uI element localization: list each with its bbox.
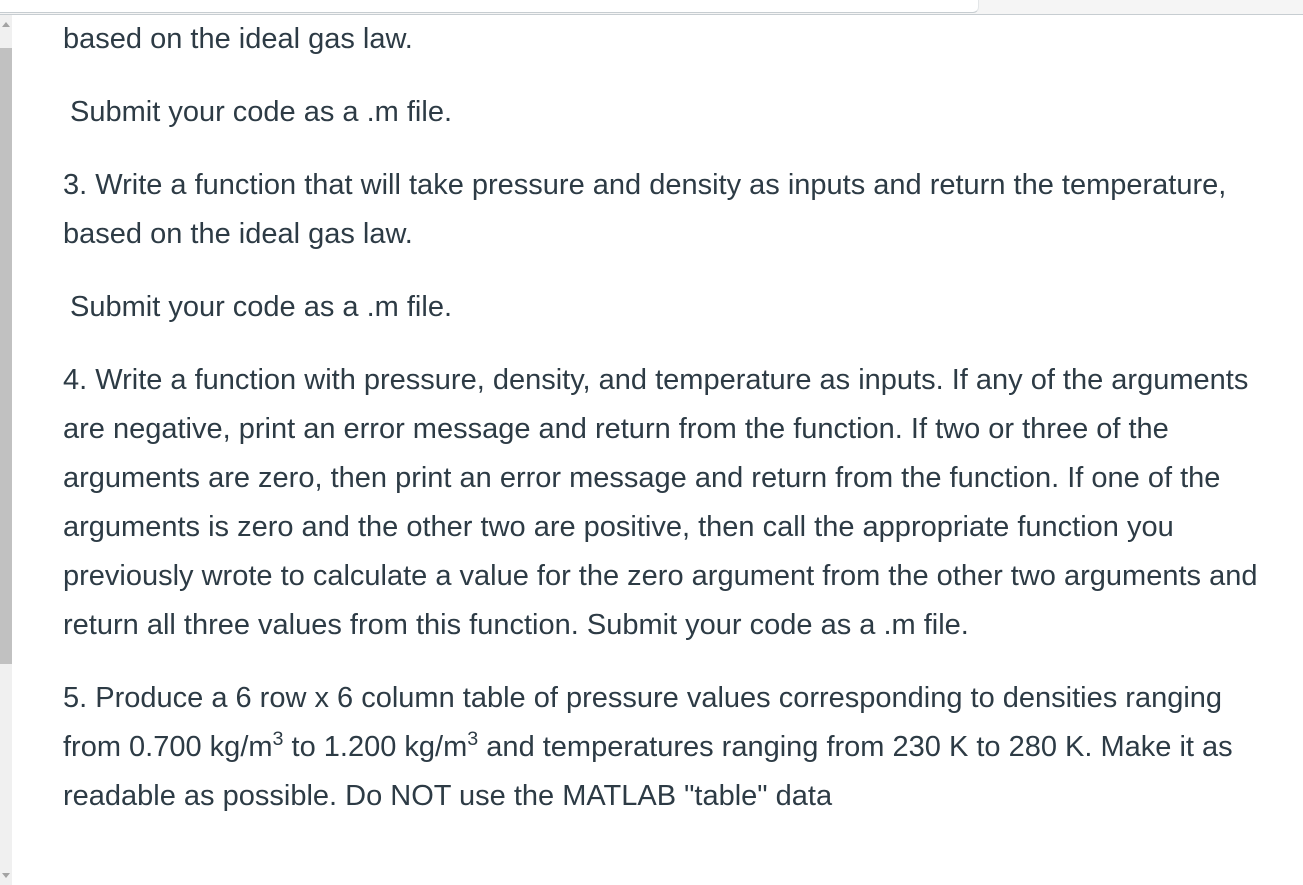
question-5-text-c: and temperatures ranging from 230 K to 280 K. Make it as readable as possible. Do NOT use the MATLAB "table" data — [63, 731, 1233, 812]
superscript-cubed: 3 — [467, 728, 479, 751]
assignment-content — [63, 15, 1278, 821]
question-3: 3. Write a function that will take pressure and density as inputs and return the temperature, based on the ideal gas law. — [63, 169, 1227, 250]
submit-instruction-2: Submit your code as a .m file. — [70, 291, 452, 323]
question-4: 4. Write a function with pressure, density, and temperature as inputs. If any of the arguments are negative, print an error message and return from the function. If two or three of the arguments are zero, then print an error message and return from the function. If one of the arguments is zero and the other two are positive, then call the appropriate function you previously wrote to calculate a value for the zero argument from the other two arguments and return all three values from this function. Submit your code as a .m file. — [63, 364, 1258, 641]
question-5 — [63, 674, 1278, 821]
question-5-text-a: 5. Produce a 6 row x 6 column table of pressure values corresponding to densities ranging from 0.700 kg/m — [63, 682, 1223, 763]
browser-top-strip — [0, 0, 1303, 14]
scrollbar-thumb[interactable] — [0, 48, 12, 664]
question-5-text-b: to 1.200 kg/m — [283, 731, 468, 763]
scroll-down-arrow-icon[interactable] — [2, 873, 10, 878]
superscript-cubed: 3 — [272, 728, 284, 751]
submit-instruction-1: Submit your code as a .m file. — [70, 96, 452, 128]
browser-tab[interactable] — [0, 0, 979, 13]
paragraph-continuation: based on the ideal gas law. — [63, 23, 413, 55]
scroll-up-arrow-icon[interactable] — [2, 22, 10, 27]
